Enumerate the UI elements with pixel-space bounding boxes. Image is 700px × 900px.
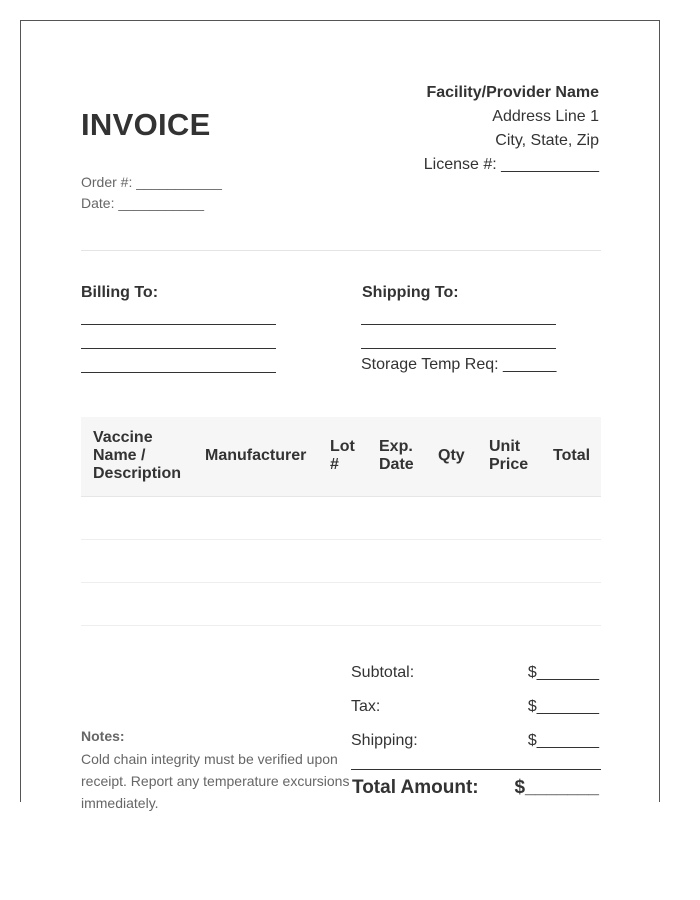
storage-temp-requirement: Storage Temp Req: ______ [361, 356, 557, 373]
billing-line-2 [81, 348, 276, 349]
table-row [81, 539, 601, 540]
col-header-lot: Lot # [330, 438, 355, 473]
col-header-total: Total [553, 447, 591, 464]
col-header-qty: Qty [438, 447, 465, 464]
table-row [81, 582, 601, 583]
shipping-cost-value: $_______ [527, 732, 599, 749]
shipping-line-2 [361, 348, 556, 349]
billing-to-label: Billing To: [81, 284, 159, 301]
invoice-page [20, 20, 660, 811]
col-header-unit-price: Unit Price [489, 438, 529, 473]
subtotal-value: $_______ [527, 664, 599, 681]
shipping-line-1 [361, 324, 556, 325]
invoice-date: Date: ___________ [81, 195, 204, 211]
shipping-to-label: Shipping To: [362, 284, 459, 301]
invoice-title: INVOICE [81, 107, 211, 142]
facility-name: Facility/Provider Name [426, 84, 599, 101]
billing-line-1 [81, 324, 276, 325]
total-amount-value: $_______ [514, 777, 599, 798]
total-amount-label: Total Amount: [352, 777, 479, 798]
notes-label: Notes: [81, 728, 125, 744]
facility-city-state-zip: City, State, Zip [495, 132, 599, 149]
col-header-vaccine: Vaccine Name / Description [93, 429, 182, 482]
shipping-cost-label: Shipping: [351, 732, 418, 749]
order-number: Order #: ___________ [81, 174, 222, 190]
tax-value: $_______ [527, 698, 599, 715]
notes-text: Cold chain integrity must be verified upon receipt. Report any temperature excursions immediately. [81, 751, 350, 811]
total-divider [351, 769, 601, 770]
table-row [81, 625, 601, 626]
col-header-exp-date: Exp. Date [379, 438, 414, 473]
tax-label: Tax: [351, 698, 381, 715]
billing-line-3 [81, 372, 276, 373]
facility-address-line-1: Address Line 1 [492, 108, 599, 125]
subtotal-label: Subtotal: [351, 664, 415, 681]
header-divider [81, 250, 601, 251]
facility-license: License #: ___________ [423, 156, 599, 173]
table-header [81, 417, 601, 497]
col-header-manufacturer: Manufacturer [205, 447, 307, 464]
